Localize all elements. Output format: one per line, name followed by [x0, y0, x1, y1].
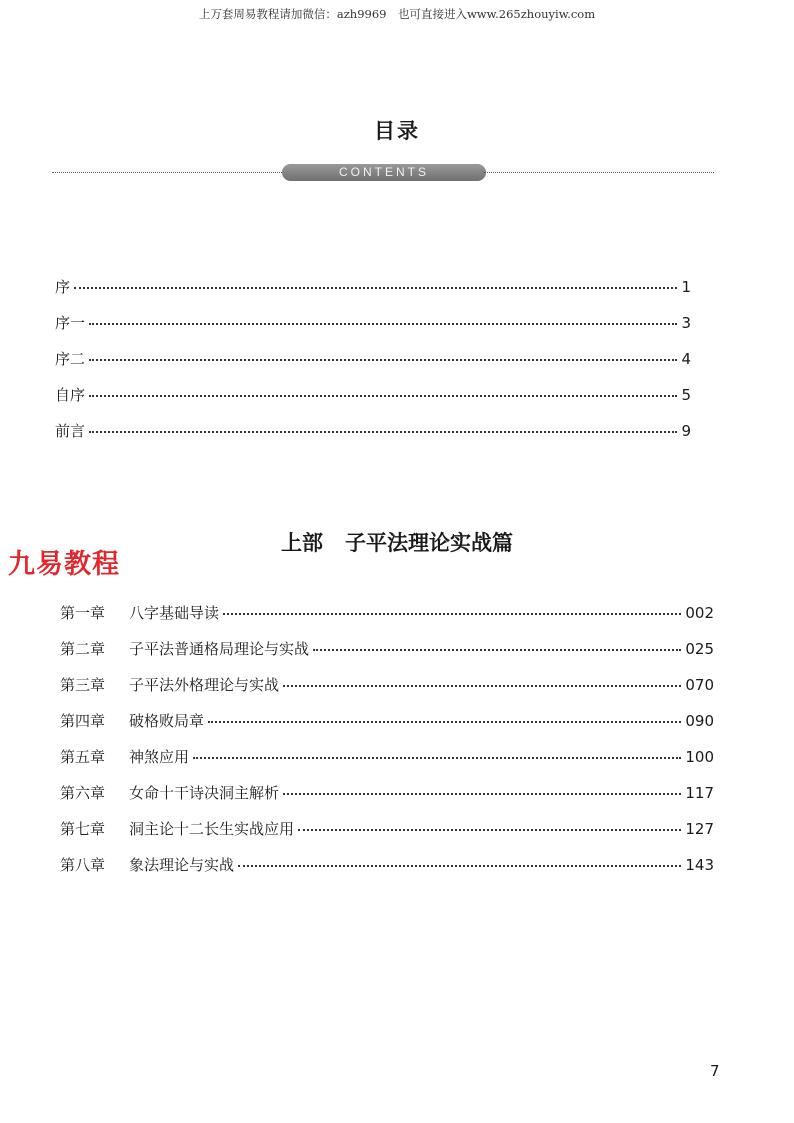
toc-entry-chapter-6[interactable] [60, 782, 714, 803]
toc-entry-label: 序一 [55, 314, 86, 332]
toc-entry-front-5[interactable] [55, 420, 691, 441]
chapter-number: 第三章 [60, 676, 106, 694]
header-note: 上万套周易教程请加微信：azh9969 也可直接进入www.265zhouyiw.com [198, 7, 596, 21]
toc-entry-label: 前言 [55, 422, 86, 440]
chapter-title: 八字基础导读 [129, 604, 220, 622]
dotted-rule-right [484, 172, 714, 173]
toc-entry-front-2[interactable] [55, 312, 691, 333]
page-title: 目录 [374, 119, 420, 143]
chapter-number: 第四章 [60, 712, 106, 730]
chapter-page: 127 [685, 820, 714, 838]
chapter-title: 象法理论与实战 [129, 856, 235, 874]
toc-entry-label: 序二 [55, 350, 86, 368]
chapter-number: 第一章 [60, 604, 106, 622]
chapter-page: 025 [685, 640, 714, 658]
toc-entry-page: 3 [681, 314, 691, 332]
dot-leader [298, 829, 681, 831]
toc-entry-chapter-1[interactable] [60, 602, 714, 623]
chapter-title: 女命十干诗决洞主解析 [129, 784, 280, 802]
chapter-number: 第二章 [60, 640, 106, 658]
dot-leader [238, 865, 681, 867]
watermark-logo: 九易教程 [8, 549, 120, 580]
contents-banner [52, 163, 714, 183]
toc-entry-page: 5 [681, 386, 691, 404]
chapter-title: 子平法外格理论与实战 [129, 676, 280, 694]
chapter-title: 破格败局章 [129, 712, 205, 730]
chapter-number: 第六章 [60, 784, 106, 802]
dot-leader [89, 431, 677, 433]
chapter-number: 第五章 [60, 748, 106, 766]
dot-leader [313, 649, 681, 651]
part-number: 上部 [281, 531, 323, 555]
toc-entry-front-1[interactable] [55, 276, 691, 297]
chapter-page: 100 [685, 748, 714, 766]
chapter-title: 子平法普通格局理论与实战 [129, 640, 310, 658]
toc-entry-chapter-7[interactable] [60, 818, 714, 839]
toc-entry-page: 1 [681, 278, 691, 296]
toc-entry-label: 自序 [55, 386, 86, 404]
page-number: 7 [710, 1062, 720, 1080]
toc-entry-page: 4 [681, 350, 691, 368]
toc-entry-front-4[interactable] [55, 384, 691, 405]
chapter-number: 第七章 [60, 820, 106, 838]
dotted-rule-left [52, 172, 284, 173]
dot-leader [208, 721, 681, 723]
chapter-number: 第八章 [60, 856, 106, 874]
contents-label: CONTENTS [282, 164, 486, 181]
chapter-page: 117 [685, 784, 714, 802]
dot-leader [283, 685, 681, 687]
chapter-title: 神煞应用 [129, 748, 190, 766]
toc-entry-page: 9 [681, 422, 691, 440]
toc-entry-front-3[interactable] [55, 348, 691, 369]
chapter-page: 143 [685, 856, 714, 874]
chapter-page: 090 [685, 712, 714, 730]
toc-entry-label: 序 [55, 278, 71, 296]
toc-entry-chapter-5[interactable] [60, 746, 714, 767]
dot-leader [89, 359, 677, 361]
toc-entry-chapter-4[interactable] [60, 710, 714, 731]
part-name: 子平法理论实战篇 [345, 531, 513, 555]
dot-leader [193, 757, 681, 759]
toc-entry-chapter-2[interactable] [60, 638, 714, 659]
chapter-title: 洞主论十二长生实战应用 [129, 820, 295, 838]
dot-leader [89, 395, 677, 397]
toc-entry-chapter-8[interactable] [60, 854, 714, 875]
dot-leader [89, 323, 677, 325]
dot-leader [74, 287, 677, 289]
toc-entry-chapter-3[interactable] [60, 674, 714, 695]
chapter-page: 002 [685, 604, 714, 622]
dot-leader [283, 793, 681, 795]
chapter-page: 070 [685, 676, 714, 694]
dot-leader [223, 613, 681, 615]
